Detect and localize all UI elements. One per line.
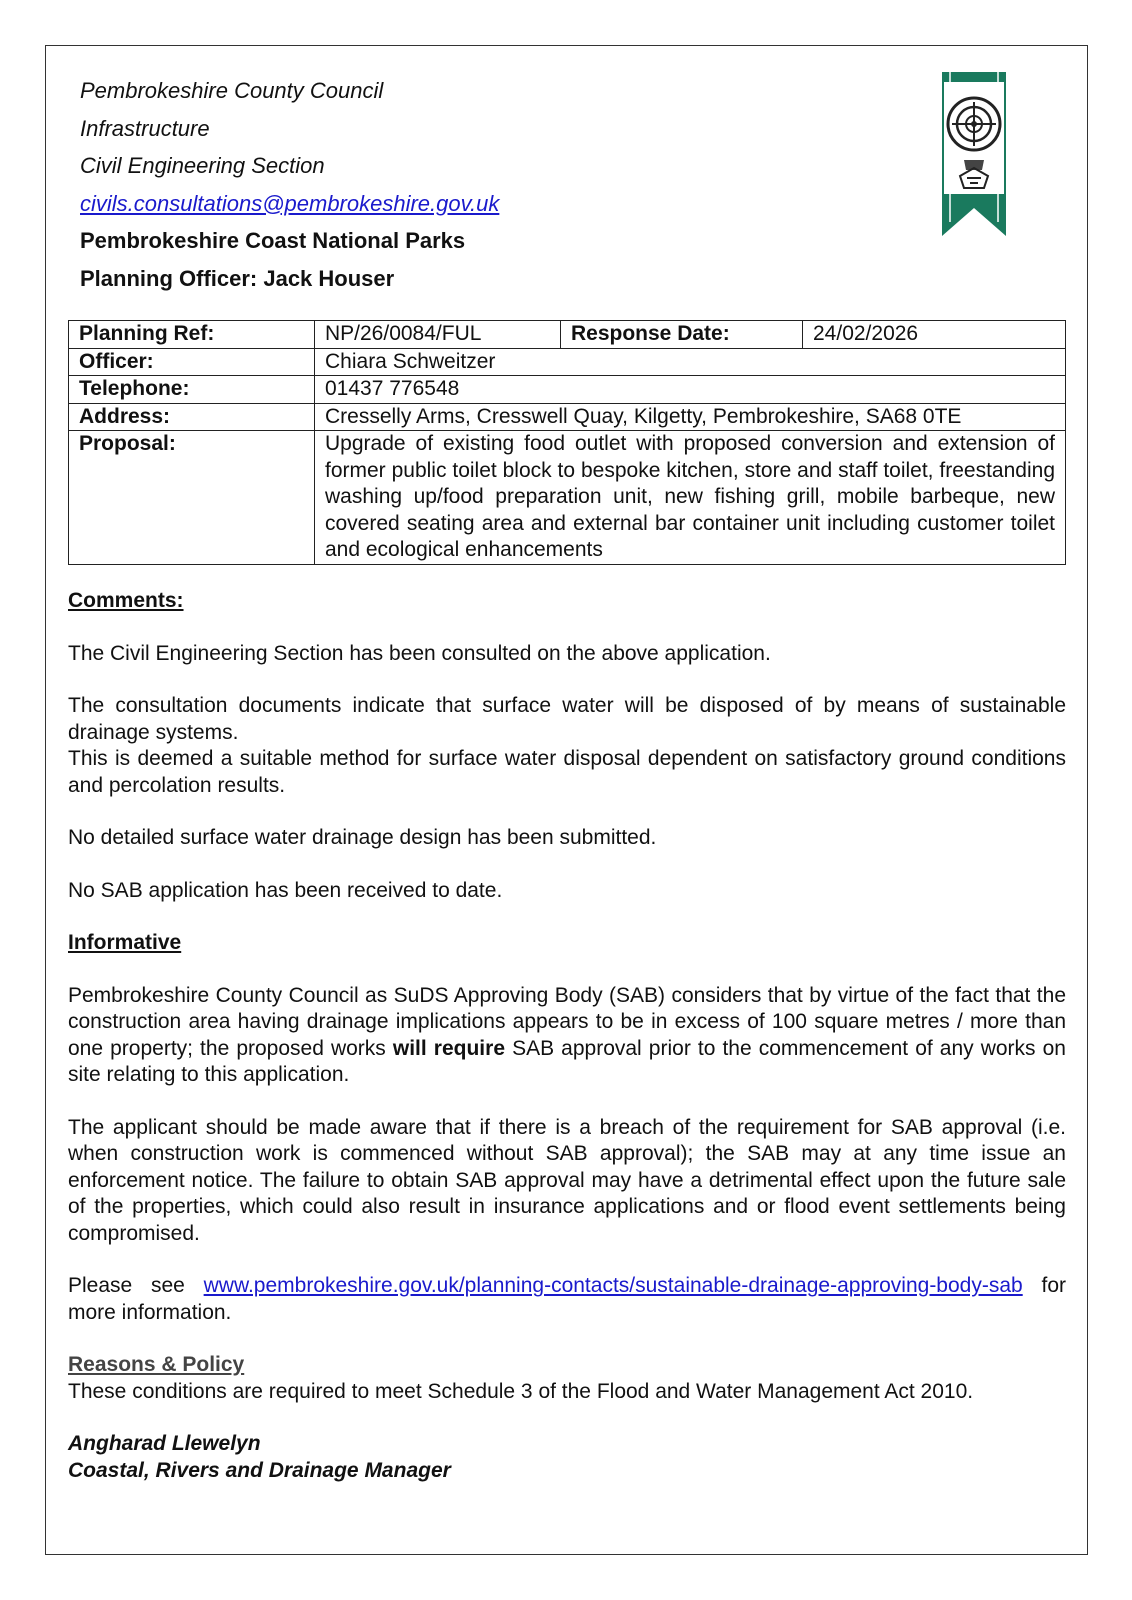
officer-value: Chiara Schweitzer (315, 348, 1066, 376)
response-body (68, 588, 1066, 1484)
reasons-text: These conditions are required to meet Schedule 3 of the Flood and Water Management Act 2010. (68, 1379, 974, 1403)
address-label: Address: (69, 403, 315, 431)
proposal-value: Upgrade of existing food outlet with proposed conversion and extension of former public toilet block to bespoke kitchen, store and staff toilet, freestanding washing up/food preparation unit, new fishing grill, mobile barbeque, new covered seating area and external bar container unit including customer toilet and ecological enhancements (315, 431, 1066, 565)
table-row (69, 348, 1066, 376)
informative-paragraph: Please see www.pembrokeshire.gov.uk/planning-contacts/sustainable-drainage-approving-body-sab for more information. (68, 1274, 1066, 1324)
will-require-emphasis: will require (392, 1036, 505, 1060)
email-link[interactable]: civils.consultations@pembrokeshire.gov.uk (80, 190, 500, 216)
address-value: Cresselly Arms, Cresswell Quay, Kilgetty, Pembrokeshire, SA68 0TE (315, 403, 1066, 431)
comments-paragraph: This is deemed a suitable method for surface water disposal dependent on satisfactory ground conditions and percolation results. (68, 747, 1066, 797)
planning-officer: Planning Officer: Jack Houser (80, 265, 395, 291)
response-date-value: 24/02/2026 (803, 321, 1066, 349)
officer-label: Officer: (69, 348, 315, 376)
comments-heading: Comments: (68, 589, 184, 612)
comments-paragraph: The consultation documents indicate that surface water will be disposed of by means of sustainable drainage systems. (68, 694, 1066, 744)
application-details-table (68, 320, 1066, 565)
sab-info-link[interactable]: www.pembrokeshire.gov.uk/planning-contacts/sustainable-drainage-approving-body-sab (203, 1274, 1023, 1297)
table-row (69, 431, 1066, 565)
planning-ref-label: Planning Ref: (69, 321, 315, 349)
signatory-name: Angharad Llewelyn (68, 1432, 261, 1455)
informative-paragraph: The applicant should be made aware that if there is a breach of the requirement for SAB approval (i.e. when construction work is commenced without SAB approval); the SAB may at any time issue an enforcement notice. The failure to obtain SAB approval may have a detrimental effect upon the future sale of the properties, which could also result in insurance applications and or flood event settlements being compromised. (68, 1115, 1066, 1245)
informative-paragraph: Pembrokeshire County Council as SuDS Approving Body (SAB) considers that by virtue of the fact that the construction area having drainage implications appears to be in excess of 100 square metres / more than one property; the proposed works will require SAB approval prior to the commencement of any works on site relating to this application. (68, 983, 1066, 1086)
telephone-value: 01437 776548 (315, 376, 1066, 404)
sender-block (80, 72, 499, 297)
signatory-title: Coastal, Rivers and Drainage Manager (68, 1458, 451, 1482)
council-logo (936, 72, 1012, 236)
comments-paragraph: No SAB application has been received to date. (68, 878, 503, 902)
proposal-label: Proposal: (69, 431, 315, 565)
comments-paragraph: No detailed surface water drainage design has been submitted. (68, 826, 657, 849)
org-name: Pembrokeshire County Council (80, 78, 384, 103)
response-date-label: Response Date: (561, 321, 803, 349)
informative-heading: Informative (68, 931, 182, 954)
recipient: Pembrokeshire Coast National Parks (80, 228, 466, 253)
comments-paragraph: The Civil Engineering Section has been consulted on the above application. (68, 641, 771, 665)
telephone-label: Telephone: (69, 376, 315, 404)
table-row (69, 376, 1066, 404)
planning-ref-value: NP/26/0084/FUL (315, 321, 561, 349)
reasons-heading: Reasons & Policy (68, 1353, 245, 1376)
department: Infrastructure (80, 115, 210, 141)
section-name: Civil Engineering Section (80, 153, 325, 178)
table-row (69, 403, 1066, 431)
table-row (69, 321, 1066, 349)
